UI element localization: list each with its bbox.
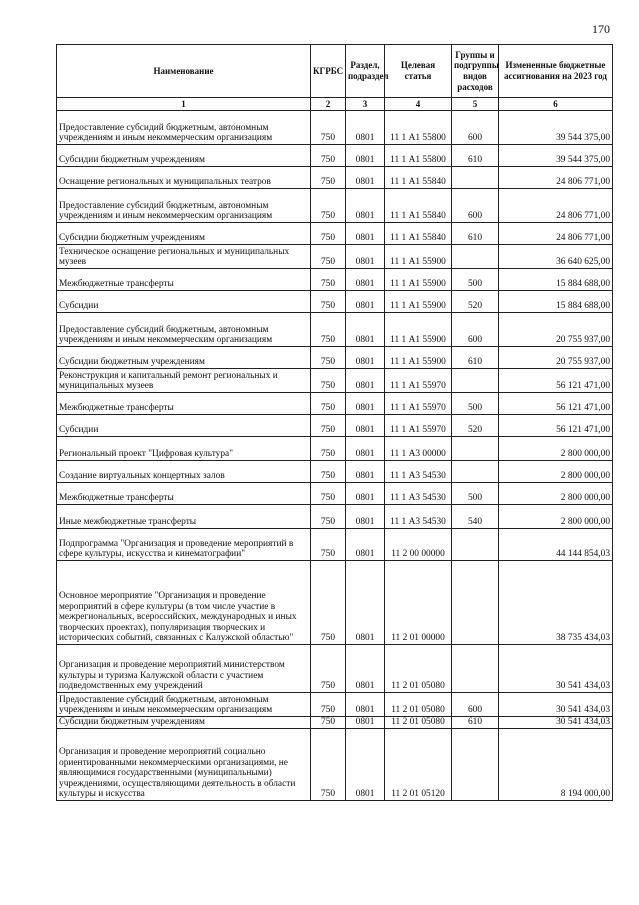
cell-section: 0801 [346, 111, 385, 145]
table-body [57, 111, 613, 801]
cell-section: 0801 [346, 437, 385, 461]
cell-section: 0801 [346, 415, 385, 437]
table-row [57, 269, 613, 291]
cell-target: 11 1 А1 55970 [385, 393, 452, 415]
table-row [57, 437, 613, 461]
column-number: 2 [311, 98, 346, 111]
cell-kgrbs: 750 [311, 291, 346, 313]
cell-group [452, 167, 499, 189]
cell-name: Иные межбюджетные трансферты [57, 505, 311, 529]
cell-kgrbs: 750 [311, 369, 346, 393]
cell-section: 0801 [346, 529, 385, 561]
cell-amount: 15 884 688,00 [499, 269, 613, 291]
header-name: Наименование [57, 45, 311, 98]
cell-group [452, 529, 499, 561]
cell-kgrbs: 750 [311, 245, 346, 269]
cell-section: 0801 [346, 717, 385, 729]
cell-kgrbs: 750 [311, 483, 346, 505]
cell-target: 11 1 А1 55900 [385, 347, 452, 369]
header-target: Целевая статья [385, 45, 452, 98]
cell-target: 11 1 А3 54530 [385, 483, 452, 505]
cell-target: 11 1 А1 55840 [385, 167, 452, 189]
cell-group: 610 [452, 347, 499, 369]
cell-kgrbs: 750 [311, 437, 346, 461]
budget-table [56, 44, 613, 801]
cell-group [452, 437, 499, 461]
cell-kgrbs: 750 [311, 461, 346, 483]
cell-amount: 38 735 434,03 [499, 561, 613, 645]
column-number-row [57, 98, 613, 111]
column-number: 4 [385, 98, 452, 111]
cell-group [452, 369, 499, 393]
cell-kgrbs: 750 [311, 269, 346, 291]
cell-group: 610 [452, 145, 499, 167]
cell-kgrbs: 750 [311, 223, 346, 245]
cell-group [452, 561, 499, 645]
table-row [57, 347, 613, 369]
cell-name: Субсидии бюджетным учреждениям [57, 717, 311, 729]
cell-section: 0801 [346, 483, 385, 505]
cell-group: 600 [452, 693, 499, 717]
table-row [57, 461, 613, 483]
cell-section: 0801 [346, 561, 385, 645]
cell-amount: 30 541 434,03 [499, 645, 613, 693]
cell-amount: 36 640 625,00 [499, 245, 613, 269]
cell-kgrbs: 750 [311, 145, 346, 167]
cell-group: 610 [452, 223, 499, 245]
cell-target: 11 1 А3 00000 [385, 437, 452, 461]
cell-target: 11 1 А1 55970 [385, 415, 452, 437]
cell-kgrbs: 750 [311, 415, 346, 437]
header-amount: Измененные бюджетные ассигнования на 2023 год [499, 45, 613, 98]
cell-amount: 20 755 937,00 [499, 347, 613, 369]
table-row [57, 529, 613, 561]
cell-amount: 30 541 434,03 [499, 717, 613, 729]
cell-amount: 20 755 937,00 [499, 313, 613, 347]
cell-amount: 30 541 434,03 [499, 693, 613, 717]
cell-name: Реконструкция и капитальный ремонт региональных и муниципальных музеев [57, 369, 311, 393]
cell-name: Субсидии [57, 291, 311, 313]
cell-target: 11 1 А1 55900 [385, 269, 452, 291]
cell-group: 500 [452, 393, 499, 415]
table-row [57, 223, 613, 245]
cell-section: 0801 [346, 189, 385, 223]
table-row [57, 111, 613, 145]
cell-amount: 2 800 000,00 [499, 505, 613, 529]
cell-section: 0801 [346, 461, 385, 483]
table-row [57, 483, 613, 505]
cell-name: Межбюджетные трансферты [57, 269, 311, 291]
cell-name: Межбюджетные трансферты [57, 393, 311, 415]
cell-target: 11 2 00 00000 [385, 529, 452, 561]
cell-name: Предоставление субсидий бюджетным, автономным учреждениям и иным некоммерческим организациям [57, 189, 311, 223]
cell-section: 0801 [346, 505, 385, 529]
cell-kgrbs: 750 [311, 313, 346, 347]
cell-amount: 2 800 000,00 [499, 461, 613, 483]
cell-section: 0801 [346, 269, 385, 291]
cell-kgrbs: 750 [311, 561, 346, 645]
cell-amount: 56 121 471,00 [499, 369, 613, 393]
cell-section: 0801 [346, 245, 385, 269]
cell-section: 0801 [346, 393, 385, 415]
column-number: 6 [499, 98, 613, 111]
cell-section: 0801 [346, 167, 385, 189]
header-groups: Группы и подгруппы видов расходов [452, 45, 499, 98]
cell-amount: 24 806 771,00 [499, 189, 613, 223]
cell-name: Субсидии [57, 415, 311, 437]
cell-group [452, 729, 499, 801]
cell-group: 540 [452, 505, 499, 529]
table-row [57, 693, 613, 717]
cell-amount: 24 806 771,00 [499, 223, 613, 245]
cell-name: Предоставление субсидий бюджетным, автономным учреждениям и иным некоммерческим организациям [57, 313, 311, 347]
cell-target: 11 2 01 05080 [385, 693, 452, 717]
cell-target: 11 1 А1 55800 [385, 145, 452, 167]
cell-group: 600 [452, 111, 499, 145]
cell-name: Организация и проведение мероприятий министерством культуры и туризма Калужской области с участием подведомственных ему учреждений [57, 645, 311, 693]
cell-group: 520 [452, 415, 499, 437]
table-row [57, 561, 613, 645]
cell-amount: 44 144 854,03 [499, 529, 613, 561]
cell-section: 0801 [346, 145, 385, 167]
cell-amount: 56 121 471,00 [499, 393, 613, 415]
cell-section: 0801 [346, 347, 385, 369]
cell-kgrbs: 750 [311, 717, 346, 729]
cell-amount: 39 544 375,00 [499, 111, 613, 145]
cell-name: Организация и проведение мероприятий социально ориентированными некоммерческими организациями, не являющимися государственными (муниципальными) учреждениями, осуществляющими деятельность в области культуры и искусства [57, 729, 311, 801]
table-row [57, 189, 613, 223]
table-row [57, 729, 613, 801]
cell-target: 11 1 А3 54530 [385, 505, 452, 529]
table-header-row [57, 45, 613, 98]
header-kgrbs: КГРБС [311, 45, 346, 98]
cell-kgrbs: 750 [311, 505, 346, 529]
cell-amount: 2 800 000,00 [499, 483, 613, 505]
table-row [57, 245, 613, 269]
cell-kgrbs: 750 [311, 189, 346, 223]
cell-amount: 8 194 000,00 [499, 729, 613, 801]
table-row [57, 167, 613, 189]
cell-target: 11 1 А1 55900 [385, 291, 452, 313]
cell-target: 11 2 01 05120 [385, 729, 452, 801]
column-number: 1 [57, 98, 311, 111]
cell-amount: 2 800 000,00 [499, 437, 613, 461]
cell-target: 11 1 А1 55900 [385, 245, 452, 269]
column-number: 3 [346, 98, 385, 111]
cell-target: 11 1 А1 55840 [385, 189, 452, 223]
cell-target: 11 2 01 05080 [385, 645, 452, 693]
cell-name: Основное мероприятие "Организация и проведение мероприятий в сфере культуры (в том числе участие в межрегиональных, всероссийских, международных и иных творческих проектах), популяризация творческих и исторических событий, связанных с Калужской областью" [57, 561, 311, 645]
table-row [57, 717, 613, 729]
cell-group: 520 [452, 291, 499, 313]
cell-name: Подпрограмма "Организация и проведение мероприятий в сфере культуры, искусства и кинематографии" [57, 529, 311, 561]
cell-group: 610 [452, 717, 499, 729]
cell-group [452, 461, 499, 483]
cell-section: 0801 [346, 729, 385, 801]
cell-kgrbs: 750 [311, 393, 346, 415]
table-row [57, 415, 613, 437]
cell-amount: 15 884 688,00 [499, 291, 613, 313]
cell-target: 11 2 01 05080 [385, 717, 452, 729]
cell-name: Создание виртуальных концертных залов [57, 461, 311, 483]
cell-section: 0801 [346, 291, 385, 313]
cell-group: 600 [452, 189, 499, 223]
cell-section: 0801 [346, 645, 385, 693]
cell-group [452, 645, 499, 693]
table-row [57, 369, 613, 393]
cell-target: 11 2 01 00000 [385, 561, 452, 645]
cell-section: 0801 [346, 369, 385, 393]
cell-name: Межбюджетные трансферты [57, 483, 311, 505]
cell-target: 11 1 А3 54530 [385, 461, 452, 483]
table-row [57, 393, 613, 415]
cell-group: 500 [452, 483, 499, 505]
cell-kgrbs: 750 [311, 693, 346, 717]
cell-section: 0801 [346, 313, 385, 347]
cell-target: 11 1 А1 55800 [385, 111, 452, 145]
cell-group: 600 [452, 313, 499, 347]
cell-name: Субсидии бюджетным учреждениям [57, 223, 311, 245]
cell-target: 11 1 А1 55970 [385, 369, 452, 393]
column-number: 5 [452, 98, 499, 111]
cell-kgrbs: 750 [311, 645, 346, 693]
cell-kgrbs: 750 [311, 729, 346, 801]
page-number: 170 [592, 22, 610, 36]
table-row [57, 145, 613, 167]
cell-group [452, 245, 499, 269]
cell-name: Оснащение региональных и муниципальных театров [57, 167, 311, 189]
cell-name: Предоставление субсидий бюджетным, автономным учреждениям и иным некоммерческим организациям [57, 693, 311, 717]
cell-kgrbs: 750 [311, 347, 346, 369]
cell-amount: 39 544 375,00 [499, 145, 613, 167]
header-section: Раздел, подраздел [346, 45, 385, 98]
cell-amount: 56 121 471,00 [499, 415, 613, 437]
table-row [57, 505, 613, 529]
cell-amount: 24 806 771,00 [499, 167, 613, 189]
cell-kgrbs: 750 [311, 167, 346, 189]
cell-target: 11 1 А1 55840 [385, 223, 452, 245]
cell-name: Региональный проект "Цифровая культура" [57, 437, 311, 461]
table-row [57, 313, 613, 347]
cell-target: 11 1 А1 55900 [385, 313, 452, 347]
cell-section: 0801 [346, 693, 385, 717]
table-row [57, 291, 613, 313]
cell-group: 500 [452, 269, 499, 291]
cell-section: 0801 [346, 223, 385, 245]
cell-kgrbs: 750 [311, 529, 346, 561]
cell-name: Предоставление субсидий бюджетным, автономным учреждениям и иным некоммерческим организациям [57, 111, 311, 145]
cell-name: Техническое оснащение региональных и муниципальных музеев [57, 245, 311, 269]
cell-kgrbs: 750 [311, 111, 346, 145]
cell-name: Субсидии бюджетным учреждениям [57, 145, 311, 167]
table-row [57, 645, 613, 693]
cell-name: Субсидии бюджетным учреждениям [57, 347, 311, 369]
